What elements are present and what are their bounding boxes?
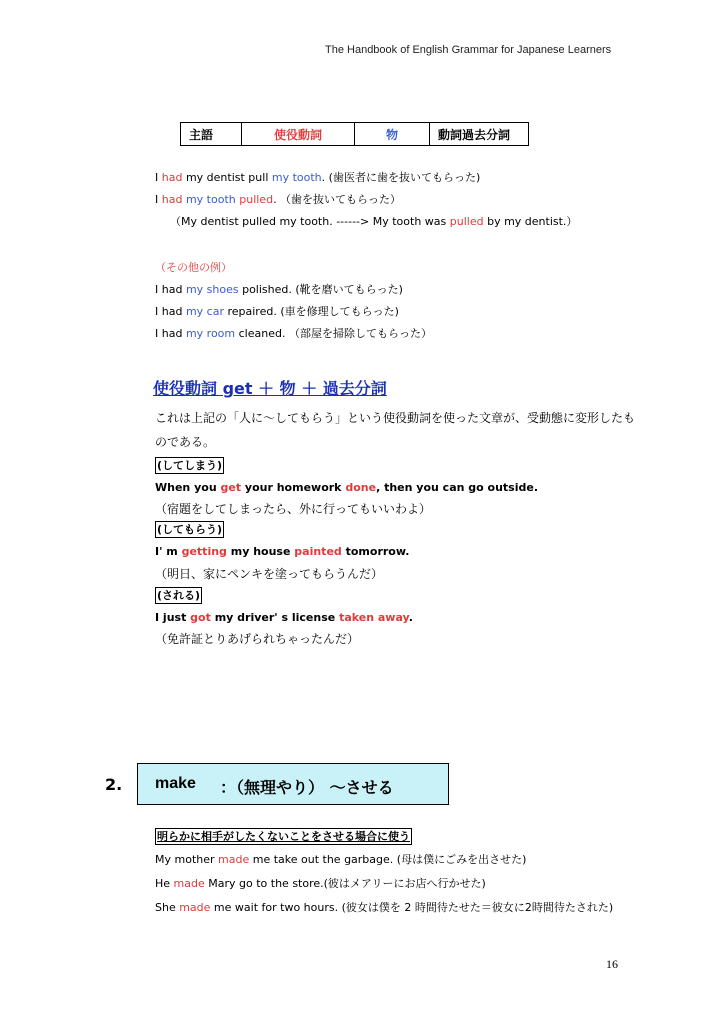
- example-line: I had my car repaired. (車を修理してもらった): [155, 305, 399, 318]
- section-paragraph: これは上記の「人に～してもらう」という使役動詞を使った文章が、受動態に変形したも: [155, 411, 636, 425]
- make-word: make: [155, 775, 196, 792]
- example-line: I' m getting my house painted tomorrow.: [155, 545, 410, 558]
- example-line: I had my dentist pull my tooth. (歯医者に歯を抜いてもらった): [155, 171, 481, 184]
- example-line: She made me wait for two hours. (彼女は僕を 2 時間待たせた＝彼女に2時間待たされた): [155, 901, 614, 914]
- table-cell-subject: 主語: [181, 123, 242, 146]
- table-cell-object: 物: [355, 123, 430, 146]
- example-line: I had my room cleaned. （部屋を掃除してもらった）: [155, 327, 432, 340]
- example-line: When you get your homework done, then you can go outside.: [155, 481, 539, 494]
- table-cell-causative-verb: 使役動詞: [242, 123, 355, 146]
- example-line: My mother made me take out the garbage. (母は僕にごみを出させた): [155, 853, 527, 866]
- usage-label: (される): [157, 589, 201, 602]
- example-line: He made Mary go to the store.(彼はメアリーにお店へ行かせた): [155, 877, 486, 890]
- structure-table: [180, 122, 529, 146]
- translation-line: （明日、家にペンキを塗ってもらうんだ）: [155, 567, 384, 581]
- usage-rule: 明らかに相手がしたくないことをさせる場合に使う: [157, 830, 410, 843]
- make-meaning: ：（無理やり） ～させる: [220, 778, 394, 797]
- example-line: I had my shoes polished. (靴を磨いてもらった): [155, 283, 403, 296]
- section-number: 2.: [105, 775, 123, 794]
- example-line: （My dentist pulled my tooth. ------> My tooth was pulled by my dentist.）: [170, 215, 578, 228]
- make-heading-box: [137, 763, 449, 805]
- other-examples-title: （その他の例）: [155, 261, 232, 274]
- example-line: I just got my driver' s license taken away.: [155, 611, 413, 624]
- page-number: 16: [606, 957, 618, 971]
- translation-line: （免許証とりあげられちゃったんだ）: [155, 632, 360, 646]
- usage-label: (してもらう): [157, 523, 223, 536]
- example-line: I had my tooth pulled. （歯を抜いてもらった）: [155, 193, 402, 206]
- translation-line: （宿題をしてしまったら、外に行ってもいいわよ）: [155, 502, 432, 516]
- usage-label: (してしまう): [157, 459, 223, 472]
- section-heading: 使役動詞 get ＋ 物 ＋ 過去分詞: [153, 379, 387, 398]
- section-paragraph: のである。: [155, 435, 216, 449]
- table-cell-past-participle: 動詞過去分詞: [430, 123, 529, 146]
- running-header: The Handbook of English Grammar for Japanese Learners: [325, 44, 612, 56]
